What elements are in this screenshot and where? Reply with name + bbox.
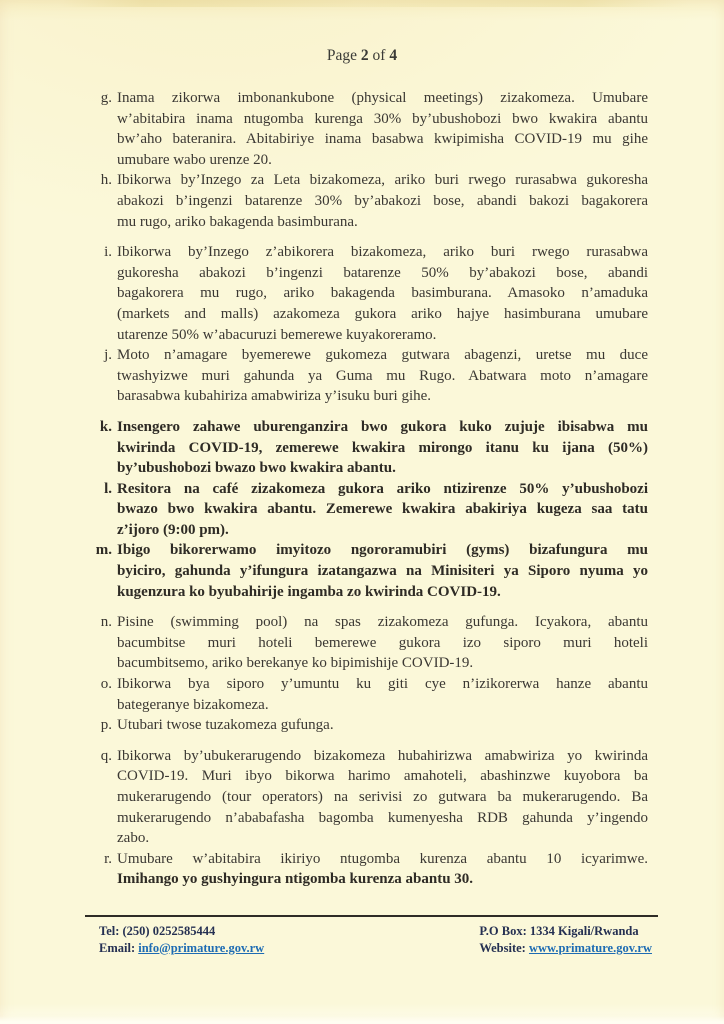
text-line: Ibigo bikorerwamo imyitozo ngororamubiri (gyms) bizafungura mu [117,542,648,559]
text-line: byiciro, gahunda y’ifungura izatangazwa na Minisiteri ya Siporo nyuma yo [117,563,648,580]
text-line: kwirinda COVID-19, zemerewe kwakira mirongo itanu ku ijana (50%) [117,439,648,456]
text-line: Ibikorwa by’Inzego z’abikorera bizakomeza, ariko buri rwego rurasabwa [117,244,648,261]
email-link[interactable]: info@primature.gov.rw [138,940,265,955]
scan-artifact-top [0,0,724,7]
list-item-o [100,674,648,715]
text-line: bacumbitsemo, ariko berekanye ko bipimishije COVID-19. [117,655,474,672]
list-item-l [104,479,648,541]
of-word: of [372,47,386,64]
footer-left-column [99,923,264,956]
item-letter-label: p. [100,717,112,734]
text-line: mukerarugendo (tour operators) na serivisi zo gutwara ba mukerarugendo. Ba [117,789,648,805]
text-line: bagakorera mu rugo, ariko bakagenda basimburana. Amasoko n’amaduka [117,285,648,302]
list-item-n [100,612,648,674]
pobox-row [479,923,652,940]
text-line: bategeranye bizakomeza. [117,696,269,713]
item-letter-label: g. [100,90,112,106]
text-line: Ibikorwa by’ubukerarugendo bizakomeza hubahirizwa amabwiriza yo kwirinda [117,747,648,764]
text-line: by’ubushobozi bwazo bwo kwakira abantu. [117,460,396,477]
footer [85,915,658,956]
page-word: Page [326,47,358,64]
text-line: Insengero zahawe uburenganzira bwo gukora kuko zujuje ibisabwa mu [117,418,648,435]
text-line: bacumbitse muri hoteli bemerewe gukora izo siporo muri hoteli [117,634,648,651]
text-line: w’abitabira inama ntugomba kurenga 30% by’ubushobozi bwo kwakira abantu [117,110,648,127]
text-line: twashyizwe muri gahunda ya Guma mu Rugo. Abatwara moto n’amagare [117,367,648,384]
text-line: barasabwa kubahiriza amabwiriza y’isuku buri gihe. [117,388,432,405]
list-item-h [100,170,648,232]
text-line: mukerarugendo n’ababafasha bagomba kumenyesha RDB gahunda y’ingendo [117,809,648,826]
list-item-q [100,746,648,849]
text-line: Ibikorwa bya siporo y’umuntu ku giti cye n’izikorerwa hanze abantu [117,676,648,693]
text-line: utarenze 50% w’abacuruzi bemerewe kuyakoreramo. [117,326,437,343]
website-link[interactable]: www.primature.gov.rw [528,940,652,955]
text-line: COVID-19. Muri ibyo bikorwa harimo amahoteli, abashinzwe kuyobora ba [117,768,648,785]
text-line: Pisine (swimming pool) na spas zizakomeza gufunga. Icyakora, abantu [117,614,648,631]
text-line: gukoresha abakozi b’ingenzi batarenze 50% by’abakozi bose, abandi [117,264,648,281]
text-line: abakozi b’ingenzi batarenze 30% by’abakozi bose, abandi bakozi bagakorera [117,192,648,209]
item-letter-label: j. [104,347,112,364]
footer-right-column [479,923,652,956]
text-line: Moto n’amagare byemerewe gukomeza gutwara abagenzi, uretse mu duce [117,347,648,364]
list-item-j [104,345,648,407]
item-letter-label: h. [100,172,112,189]
text-line: zabo. [117,830,150,847]
page-number: 2 [360,47,369,64]
page-total: 4 [389,47,398,64]
text-line: Ibikorwa by’Inzego za Leta bizakomeza, ariko buri rwego rurasabwa gukoresha [117,172,648,189]
item-letter-label: l. [104,480,112,497]
item-letter-label: m. [95,542,112,559]
text-line: Umubare w’abitabira ikiriyo ntugomba kurenza abantu 10 icyarimwe. [117,850,648,867]
website-label: Website: [479,940,526,955]
item-letter-label: r. [104,850,112,867]
text-line: bw’aho bateranira. Abitabiriye inama basabwa kwipimisha COVID-19 mu gihe [117,131,648,148]
scan-artifact-bottom [0,1016,724,1024]
pobox-value: 1334 Kigali/Rwanda [529,924,639,938]
list-item-p [100,715,648,736]
text-line: (markets and malls) azakomeza gukora ariko hajye hasimburana umubare [117,305,648,322]
item-letter-label: o. [100,676,112,693]
restriction-list [95,88,648,890]
email-label: Email: [99,940,136,955]
list-item-k [99,417,648,479]
list-item-r [104,849,648,890]
text-line: umubare wabo urenze 20. [117,151,272,168]
list-item-g [100,88,648,170]
item-letter-label: q. [100,747,112,764]
item-letter-label: k. [99,418,112,435]
pobox-label: P.O Box: [479,924,527,938]
text-line: Resitora na café zizakomeza gukora ariko ntizirenze 50% y’ubushobozi [117,480,648,497]
text-line: Utubari twose tuzakomeza gufunga. [117,717,334,734]
text-line: Imihango yo gushyingura ntigomba kurenza abantu 30. [117,871,474,888]
text-line: mu rugo, ariko bakagenda basimburana. [117,213,358,230]
text-line: kugenzura ko byubahirije ingamba zo kwirinda COVID-19. [117,583,501,600]
tel-row [99,923,264,940]
website-row [479,940,652,957]
item-letter-label: n. [100,614,112,631]
tel-label: Tel: [99,924,120,938]
tel-value: (250) 0252585444 [122,924,216,938]
list-item-i [104,242,648,345]
text-line: Inama zikorwa imbonankubone (physical meetings) zizakomeza. Umubare [117,90,648,106]
list-item-m [95,540,648,602]
item-letter-label: i. [104,244,112,261]
text-line: z’ijoro (9:00 pm). [117,521,229,538]
email-row [99,940,264,957]
text-line: bwazo bwo kwakira abantu. Zemerewe kwakira abakiriya kugeza saa tatu [117,501,648,518]
page-number-header [0,0,724,65]
